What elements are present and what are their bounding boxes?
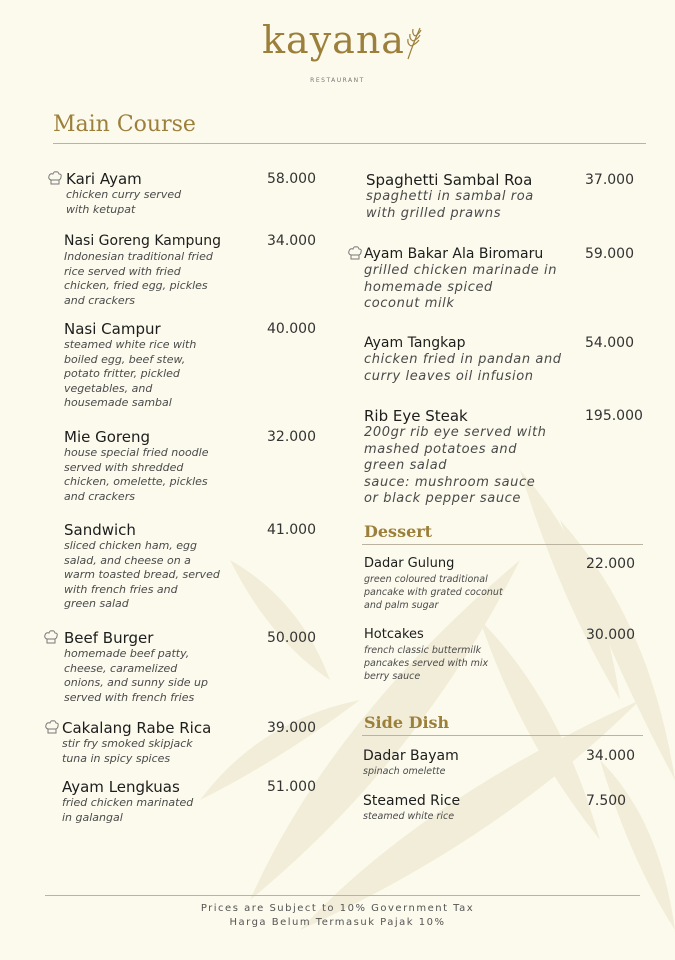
menu-item-description: 200gr rib eye served with mashed potatoes and green salad sauce: mushroom sauce or black pepper sauce: [364, 425, 547, 506]
menu-item-price: 22.000: [586, 556, 635, 572]
menu-item-description: chicken curry served with ketupat: [66, 188, 182, 216]
menu-item-description: steamed white rice: [363, 811, 455, 822]
menu-item: [363, 747, 459, 778]
wheat-icon: [405, 26, 423, 60]
menu-item: [366, 171, 534, 222]
chef-recommendation-icon: [47, 170, 63, 186]
menu-item-description: homemade beef patty, cheese, caramelized onions, and sunny side up served with french fries: [64, 647, 209, 704]
menu-item-description: stir fry smoked skipjack tuna in spicy spices: [62, 737, 193, 765]
menu-item: [364, 407, 546, 508]
brand-logo: [0, 18, 675, 62]
menu-item-name: Dadar Gulung: [364, 556, 455, 571]
chef-recommendation-icon: [44, 719, 60, 735]
menu-item-description: grilled chicken marinade in homemade spiced coconut milk: [364, 263, 558, 311]
menu-item-price: 30.000: [586, 627, 635, 643]
menu-item: [364, 555, 503, 612]
menu-item-name: Dadar Bayam: [363, 748, 459, 764]
menu-item-name: Hotcakes: [364, 627, 424, 642]
menu-item-price: 54.000: [585, 335, 634, 351]
brand-subtitle: RESTAURANT: [310, 77, 365, 84]
menu-item-price: 34.000: [267, 233, 316, 249]
menu-item-description: house special fried noodle served with shredded chicken, omelette, pickles and crackers: [64, 446, 209, 503]
section-divider: [362, 735, 643, 736]
menu-item-name: Spaghetti Sambal Roa: [366, 171, 533, 189]
menu-item: [64, 320, 196, 411]
menu-item-price: 40.000: [267, 321, 316, 337]
menu-item: [64, 232, 221, 308]
section-title-side-dish: Side Dish: [364, 713, 450, 732]
menu-item-price: 58.000: [267, 171, 316, 187]
tax-note: [0, 902, 675, 930]
menu-item-name: Mie Goreng: [64, 428, 151, 446]
section-divider: [53, 143, 646, 144]
menu-item-name: Kari Ayam: [66, 170, 142, 188]
menu-item-name: Beef Burger: [64, 629, 154, 647]
menu-item-price: 41.000: [267, 522, 316, 538]
chef-recommendation-icon: [347, 245, 363, 261]
menu-item-name: Cakalang Rabe Rica: [62, 719, 212, 737]
menu-item-description: steamed white rice with boiled egg, beef stew, potato fritter, pickled vegetables, and housemade sambal: [64, 338, 197, 409]
menu-item-price: 59.000: [585, 246, 634, 262]
menu-item: [364, 626, 488, 683]
menu-item-name: Ayam Tangkap: [364, 335, 466, 351]
menu-item-description: sliced chicken ham, egg salad, and cheese on a warm toasted bread, served with french fries and green salad: [64, 539, 220, 610]
menu-item-name: Ayam Lengkuas: [62, 778, 180, 796]
menu-item-description: spaghetti in sambal roa with grilled prawns: [366, 189, 534, 221]
menu-item: [66, 170, 181, 217]
menu-item-price: 7.500: [586, 793, 627, 809]
menu-item-name: Ayam Bakar Ala Biromaru: [364, 246, 544, 262]
menu-item-price: 50.000: [267, 630, 316, 646]
menu-item-name: Sandwich: [64, 521, 136, 539]
menu-item: [62, 778, 193, 825]
footer-divider: [45, 895, 640, 896]
menu-item-description: spinach omelette: [363, 766, 446, 777]
section-divider: [362, 544, 643, 545]
tax-note-en: Prices are Subject to 10% Government Tax: [200, 903, 475, 914]
menu-item-name: Nasi Campur: [64, 320, 161, 338]
menu-item: [364, 334, 562, 385]
menu-item: [363, 792, 460, 823]
menu-item-name: Steamed Rice: [363, 793, 461, 809]
menu-item-name: Nasi Goreng Kampung: [64, 233, 222, 249]
menu-item-description: chicken fried in pandan and curry leaves oil infusion: [364, 352, 562, 384]
menu-item-price: 39.000: [267, 720, 316, 736]
menu-item: [62, 719, 211, 766]
menu-item: [64, 629, 208, 705]
section-title-dessert: Dessert: [364, 522, 433, 541]
menu-item: [364, 245, 557, 313]
menu-item-name: Rib Eye Steak: [364, 407, 468, 425]
menu-item-description: Indonesian traditional fried rice served with fried chicken, fried egg, pickles and crackers: [64, 250, 213, 307]
menu-item-price: 32.000: [267, 429, 316, 445]
menu-item-price: 34.000: [586, 748, 635, 764]
section-title-main-course: Main Course: [53, 112, 196, 137]
menu-item: [64, 428, 208, 504]
menu-item-description: fried chicken marinated in galangal: [62, 796, 194, 824]
menu-item-price: 195.000: [585, 408, 643, 424]
menu-item-price: 37.000: [585, 172, 634, 188]
menu-item: [64, 521, 220, 612]
brand-wordmark: kayana: [262, 18, 405, 62]
chef-recommendation-icon: [43, 629, 59, 645]
menu-item-description: green coloured traditional pancake with grated coconut and palm sugar: [364, 574, 503, 611]
menu-item-description: french classic buttermilk pancakes served with mix berry sauce: [364, 645, 489, 682]
menu-item-price: 51.000: [267, 779, 316, 795]
tax-note-id: Harga Belum Termasuk Pajak 10%: [229, 917, 446, 928]
